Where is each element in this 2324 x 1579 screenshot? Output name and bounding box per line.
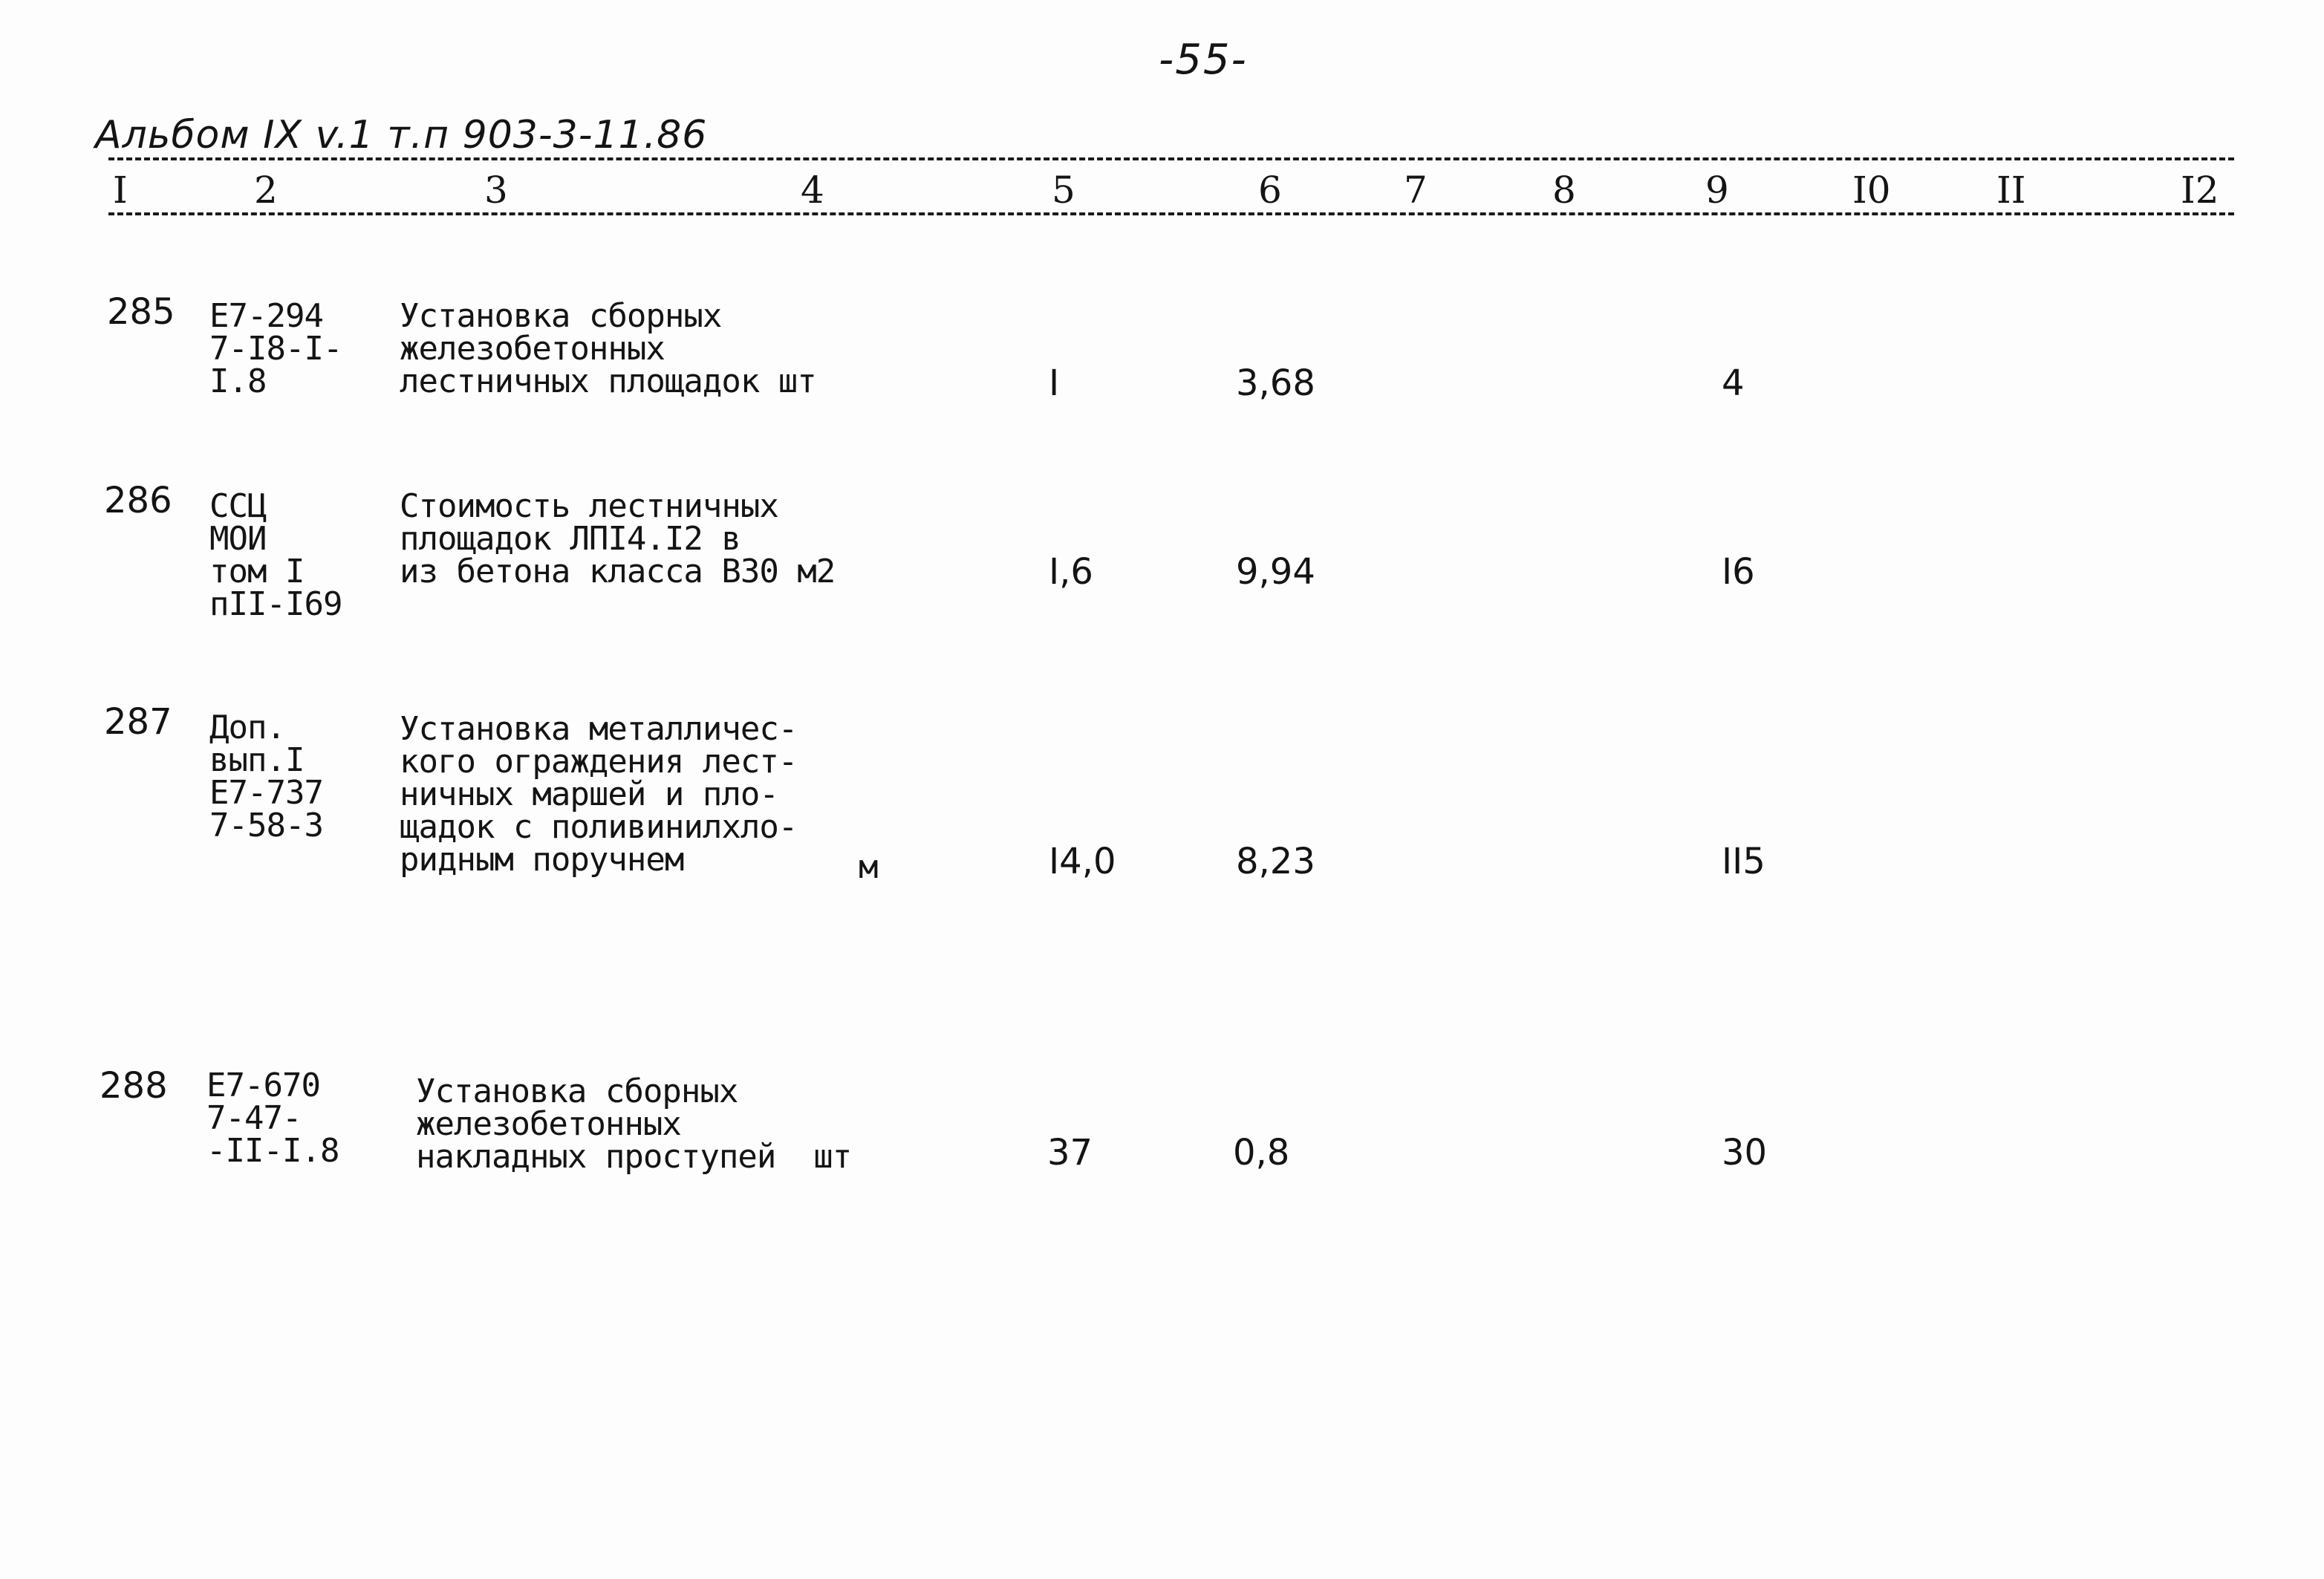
column-header-9: 9 [1705, 169, 1729, 212]
column-header-2: 2 [254, 169, 278, 212]
row-286-code: ССЦ МОИ том I пII-I69 [209, 487, 342, 623]
row-288-description: Установка сборных железобетонных накладных проступей шт [416, 1072, 852, 1176]
column-header-10: I0 [1852, 169, 1891, 212]
row-286-quantity: I,6 [1049, 551, 1093, 593]
row-288-price: 0,8 [1233, 1132, 1290, 1173]
header-rule-bottom [108, 212, 2234, 215]
row-287-total: II5 [1722, 841, 1765, 882]
row-285-price: 3,68 [1236, 362, 1315, 404]
row-288-quantity: 37 [1047, 1132, 1093, 1173]
column-header-12: I2 [2181, 169, 2219, 212]
column-header-1: I [113, 169, 128, 212]
row-287-price: 8,23 [1236, 841, 1315, 882]
row-286-price: 9,94 [1236, 551, 1315, 593]
row-288-code: Е7-670 7-47- -II-I.8 [206, 1067, 339, 1170]
row-287-code: Доп. вып.I Е7-737 7-58-3 [209, 709, 323, 844]
column-header-6: 6 [1258, 169, 1282, 212]
row-287-quantity: I4,0 [1049, 841, 1116, 882]
column-header-8: 8 [1552, 169, 1576, 212]
row-288-total: 30 [1722, 1132, 1768, 1173]
column-header-4: 4 [801, 169, 824, 212]
row-288-number: 288 [100, 1065, 168, 1107]
column-header-7: 7 [1404, 169, 1428, 212]
row-287-number: 287 [104, 701, 172, 743]
row-285-description: Установка сборных железобетонных лестничных площадок шт [400, 297, 816, 400]
row-285-code: Е7-294 7-I8-I- I.8 [209, 297, 342, 400]
row-286-number: 286 [104, 480, 172, 521]
album-reference: Альбом IX v.1 т.п 903-3-11.86 [95, 113, 708, 157]
row-285-total: 4 [1722, 362, 1745, 404]
row-286-total: I6 [1722, 551, 1755, 593]
row-286-description: Стоимость лестничных площадок ЛПI4.I2 в из бетона класса В30 м2 [400, 487, 836, 590]
header-rule-top [108, 157, 2234, 160]
row-285-number: 285 [107, 291, 175, 333]
column-header-11: II [1996, 169, 2026, 212]
row-285-quantity: I [1049, 362, 1060, 404]
row-287-unit: м [859, 848, 878, 886]
column-header-5: 5 [1052, 169, 1075, 212]
page-number: -55- [1159, 36, 1248, 84]
row-287-description: Установка металличес- кого ограждения лест- ничных маршей и пло- щадок с поливинилхло- ридным поручнем [400, 710, 798, 879]
column-header-3: 3 [484, 169, 508, 212]
